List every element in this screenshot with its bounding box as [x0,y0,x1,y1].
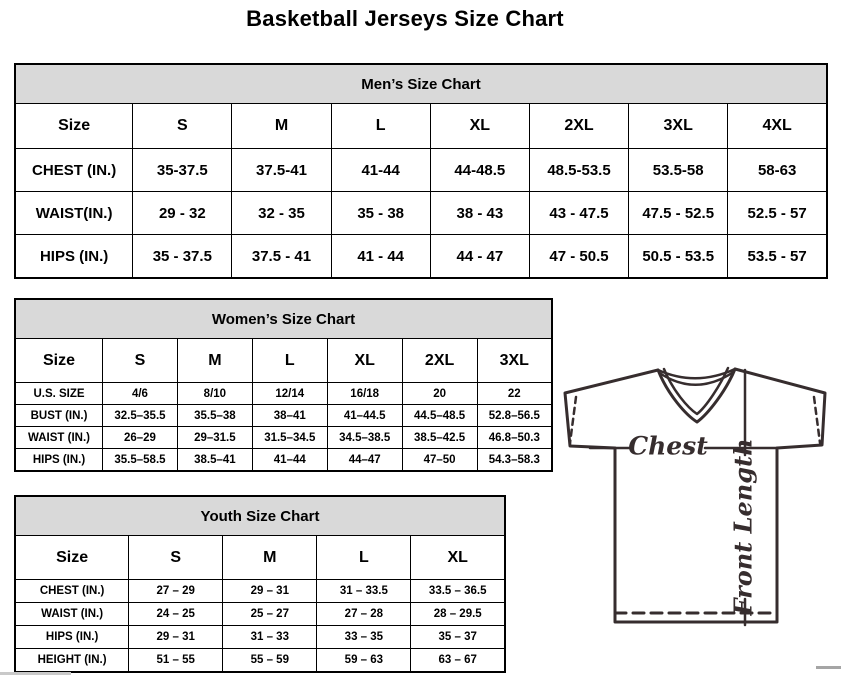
size-value-cell: 44 - 47 [430,235,529,279]
front-length-label: Front Length [728,438,758,616]
column-header: 3XL [629,104,728,149]
size-value-cell: 27 – 28 [317,603,411,626]
table-title-row [15,299,552,339]
size-value-cell: 35 – 37 [411,626,505,649]
row-label: HIPS (IN.) [15,449,103,472]
sleeve-cuff-dash-left [570,397,576,443]
size-value-cell: 31.5–34.5 [252,427,327,449]
table-row [15,449,552,472]
women-size-table [14,298,553,472]
column-header: 4XL [728,104,827,149]
size-value-cell: 37.5-41 [232,149,331,192]
size-value-cell: 54.3–58.3 [477,449,552,472]
column-header: 2XL [529,104,628,149]
size-value-cell: 24 – 25 [129,603,223,626]
size-value-cell: 35.5–38 [177,405,252,427]
size-value-cell: 12/14 [252,383,327,405]
youth-size-table [14,495,506,673]
column-header: L [331,104,430,149]
table-row [15,603,505,626]
table-row [15,626,505,649]
size-value-cell: 28 – 29.5 [411,603,505,626]
size-value-cell: 46.8–50.3 [477,427,552,449]
youth-size-chart [14,495,506,673]
table-title: Women’s Size Chart [15,299,552,339]
table-row [15,149,827,192]
size-value-cell: 32 - 35 [232,192,331,235]
column-header: 2XL [402,339,477,383]
size-value-cell: 50.5 - 53.5 [629,235,728,279]
table-row [15,235,827,279]
column-header: Size [15,536,129,580]
size-value-cell: 4/6 [103,383,178,405]
size-value-cell: 35-37.5 [133,149,232,192]
size-value-cell: 22 [477,383,552,405]
size-value-cell: 59 – 63 [317,649,411,673]
jersey-measurement-diagram [556,363,840,635]
column-header: L [317,536,411,580]
size-value-cell: 37.5 - 41 [232,235,331,279]
size-value-cell: 38.5–41 [177,449,252,472]
table-title: Youth Size Chart [15,496,505,536]
table-row [15,383,552,405]
size-value-cell: 31 – 33.5 [317,580,411,603]
row-label: WAIST (IN.) [15,427,103,449]
size-value-cell: 55 – 59 [223,649,317,673]
row-label: HIPS (IN.) [15,626,129,649]
table-title-row [15,496,505,536]
table-row [15,649,505,673]
column-header: 3XL [477,339,552,383]
column-header: M [177,339,252,383]
column-header: S [129,536,223,580]
size-value-cell: 41–44 [252,449,327,472]
table-title-row [15,64,827,104]
column-header: Size [15,104,133,149]
screen-edge-artifact-left [0,672,71,675]
size-value-cell: 41-44 [331,149,430,192]
size-value-cell: 29 - 32 [133,192,232,235]
row-label: U.S. SIZE [15,383,103,405]
row-label: BUST (IN.) [15,405,103,427]
size-value-cell: 33 – 35 [317,626,411,649]
size-value-cell: 58-63 [728,149,827,192]
size-value-cell: 38.5–42.5 [402,427,477,449]
size-value-cell: 44–47 [327,449,402,472]
column-header: L [252,339,327,383]
size-value-cell: 29–31.5 [177,427,252,449]
size-value-cell: 32.5–35.5 [103,405,178,427]
size-value-cell: 16/18 [327,383,402,405]
size-value-cell: 41–44.5 [327,405,402,427]
column-header-row [15,339,552,383]
size-value-cell: 25 – 27 [223,603,317,626]
size-value-cell: 47 - 50.5 [529,235,628,279]
column-header: XL [327,339,402,383]
size-value-cell: 47.5 - 52.5 [629,192,728,235]
table-title: Men’s Size Chart [15,64,827,104]
column-header: M [223,536,317,580]
page-title: Basketball Jerseys Size Chart [246,6,564,31]
mens-size-chart [14,63,828,279]
size-value-cell: 35.5–58.5 [103,449,178,472]
chest-label: Chest [628,431,708,461]
column-header: S [133,104,232,149]
size-value-cell: 20 [402,383,477,405]
column-header-row [15,104,827,149]
column-header: M [232,104,331,149]
jersey-outline [565,369,825,622]
size-value-cell: 41 - 44 [331,235,430,279]
size-value-cell: 38–41 [252,405,327,427]
row-label: CHEST (IN.) [15,149,133,192]
size-value-cell: 8/10 [177,383,252,405]
row-label: CHEST (IN.) [15,580,129,603]
column-header: S [103,339,178,383]
size-value-cell: 33.5 – 36.5 [411,580,505,603]
table-row [15,427,552,449]
column-header: XL [430,104,529,149]
size-value-cell: 35 - 37.5 [133,235,232,279]
row-label: WAIST (IN.) [15,603,129,626]
column-header: XL [411,536,505,580]
size-value-cell: 27 – 29 [129,580,223,603]
sleeve-cuff-dash-right [814,397,820,443]
size-value-cell: 51 – 55 [129,649,223,673]
size-value-cell: 52.5 - 57 [728,192,827,235]
size-value-cell: 43 - 47.5 [529,192,628,235]
womens-size-chart [14,298,553,472]
column-header: Size [15,339,103,383]
column-header-row [15,536,505,580]
table-row [15,192,827,235]
size-value-cell: 48.5-53.5 [529,149,628,192]
size-value-cell: 44-48.5 [430,149,529,192]
size-value-cell: 47–50 [402,449,477,472]
size-value-cell: 26–29 [103,427,178,449]
size-value-cell: 63 – 67 [411,649,505,673]
row-label: WAIST(IN.) [15,192,133,235]
size-value-cell: 52.8–56.5 [477,405,552,427]
size-value-cell: 29 – 31 [223,580,317,603]
screen-edge-artifact-right [816,666,841,669]
size-value-cell: 53.5-58 [629,149,728,192]
size-value-cell: 29 – 31 [129,626,223,649]
size-value-cell: 44.5–48.5 [402,405,477,427]
size-value-cell: 53.5 - 57 [728,235,827,279]
table-row [15,405,552,427]
size-value-cell: 35 - 38 [331,192,430,235]
men-size-table [14,63,828,279]
row-label: HEIGHT (IN.) [15,649,129,673]
row-label: HIPS (IN.) [15,235,133,279]
table-row [15,580,505,603]
size-value-cell: 34.5–38.5 [327,427,402,449]
size-value-cell: 38 - 43 [430,192,529,235]
size-value-cell: 31 – 33 [223,626,317,649]
